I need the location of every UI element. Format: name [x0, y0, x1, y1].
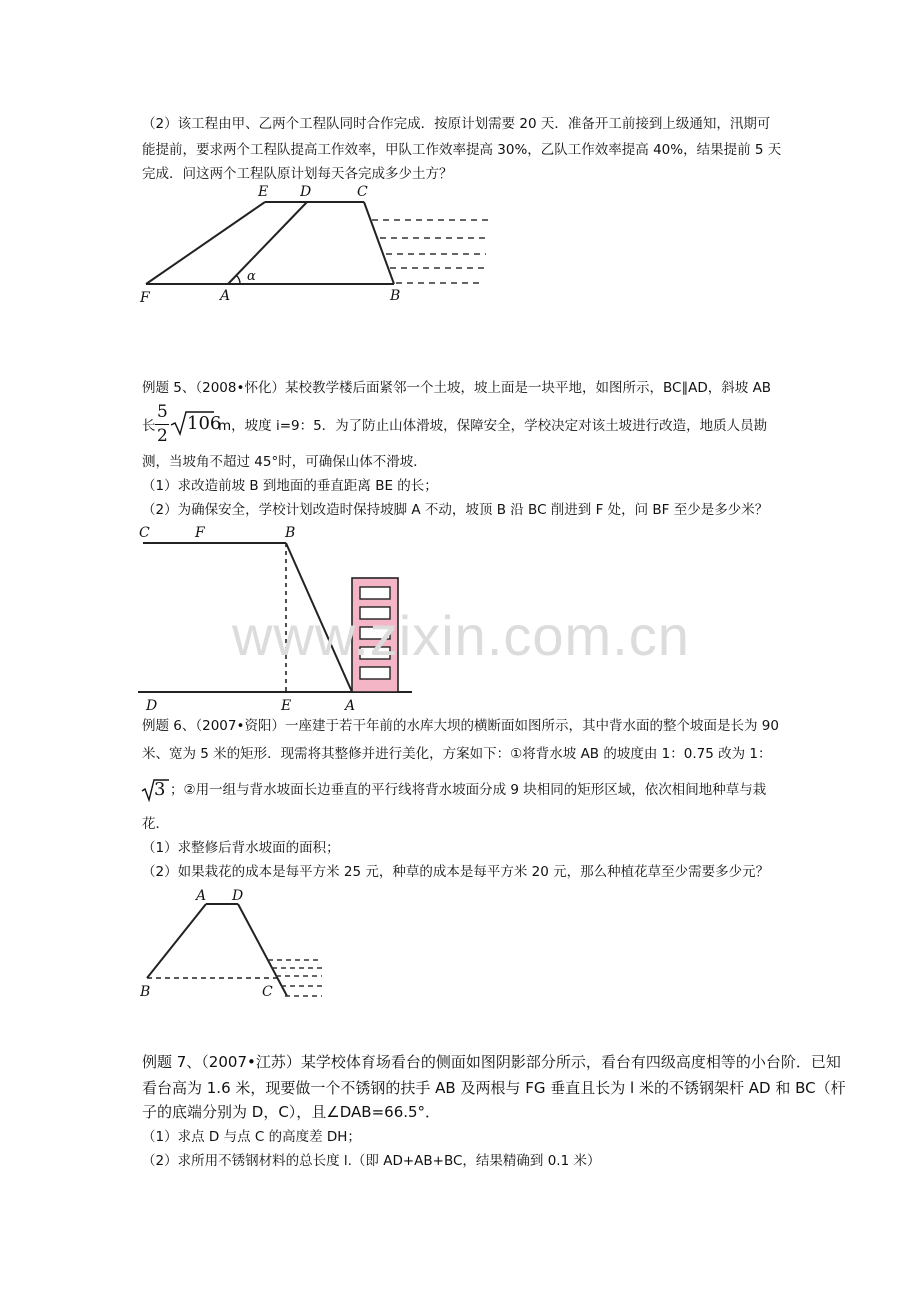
- label-F: F: [140, 290, 150, 306]
- example-7-line-3: 子的底端分别为 D，C），且∠DAB=66.5°．: [142, 1103, 441, 1121]
- problem-2-line-1: （2）该工程由甲、乙两个工程队同时合作完成．按原计划需要 20 天．准备开工前接到上级通知，汛期可: [142, 116, 771, 132]
- example-6-line-1: 例题 6、（2007•资阳）一座建于若干年前的水库大坝的横断面如图所示，其中背水面的整个坡面是长为 90: [142, 718, 779, 734]
- example-6-line-4: 花．: [142, 816, 169, 832]
- example-7-question-1: （1）求点 D 与点 C 的高度差 DH；: [142, 1129, 361, 1145]
- label-D: D: [146, 698, 158, 714]
- label-D: D: [232, 888, 244, 904]
- example-6-question-1: （1）求整修后背水坡面的面积；: [142, 840, 340, 856]
- label-alpha: α: [247, 269, 256, 284]
- label-B: B: [140, 984, 151, 1000]
- example-5-line-1: 例题 5、（2008•怀化）某校教学楼后面紧邻一个土坡，坡上面是一块平地，如图所示，BC∥AD，斜坡 AB: [142, 380, 772, 396]
- problem-2-line-3: 完成．问这两个工程队原计划每天各完成多少土方？: [142, 166, 453, 182]
- example-7-question-2: （2）求所用不锈钢材料的总长度 l.（即 AD+AB+BC，结果精确到 0.1 米）: [142, 1153, 601, 1169]
- watermark: www.zixin.com.cn: [232, 604, 690, 667]
- example-6-line-3: ；②用一组与背水坡面长边垂直的平行线将背水坡面分成 9 块相同的矩形区域，依次相间地种草与栽: [170, 782, 767, 798]
- example-7-line-1: 例题 7、（2007•江苏）某学校体育场看台的侧面如图阴影部分所示，看台有四级高度相等的小台阶．已知: [142, 1053, 841, 1071]
- example-7-line-2: 看台高为 1.6 米，现要做一个不锈钢的扶手 AB 及两根与 FG 垂直且长为 l 米的不锈钢架杆 AD 和 BC（杆: [142, 1079, 846, 1097]
- fraction-numerator: 5: [157, 402, 168, 422]
- label-F: F: [195, 525, 205, 541]
- label-B: B: [390, 288, 401, 304]
- problem-2-line-2: 能提前，要求两个工程队提高工作效率，甲队工作效率提高 30%，乙队工作效率提高 40%，结果提前 5 天: [142, 142, 782, 158]
- example-5-line-3: 测，当坡角不超过 45°时，可确保山体不滑坡．: [142, 454, 427, 470]
- example-6-line-2: 米、宽为 5 米的矩形．现需将其整修并进行美化，方案如下：①将背水坡 AB 的坡度由 1：0.75 改为 1：: [142, 746, 772, 762]
- sqrt-value-106: 106: [187, 413, 222, 434]
- label-A: A: [345, 698, 356, 714]
- example-5-question-2: （2）为确保安全，学校计划改造时保持坡脚 A 不动，坡顶 B 沿 BC 削进到 F 处，问 BF 至少是多少米？: [142, 502, 769, 518]
- label-C: C: [262, 984, 273, 1000]
- label-D: D: [300, 184, 312, 200]
- label-A: A: [220, 288, 231, 304]
- fraction-denominator: 2: [157, 426, 168, 446]
- label-E: E: [258, 184, 269, 200]
- example-6-question-2: （2）如果栽花的成本是每平方米 25 元，种草的成本是每平方米 20 元，那么种植花草至少需要多少元？: [142, 864, 770, 880]
- example-5-prefix: 长: [142, 418, 156, 434]
- label-C: C: [139, 525, 150, 541]
- label-B: B: [285, 525, 296, 541]
- example-5-line-2: m，坡度 i=9：5．为了防止山体滑坡，保障安全，学校决定对该土坡进行改造，地质人员勘: [218, 418, 768, 434]
- label-C: C: [357, 184, 368, 200]
- sqrt-value-3: 3: [154, 779, 166, 800]
- example-5-question-1: （1）求改造前坡 B 到地面的垂直距离 BE 的长；: [142, 478, 438, 494]
- label-A: A: [196, 888, 207, 904]
- label-E: E: [281, 698, 292, 714]
